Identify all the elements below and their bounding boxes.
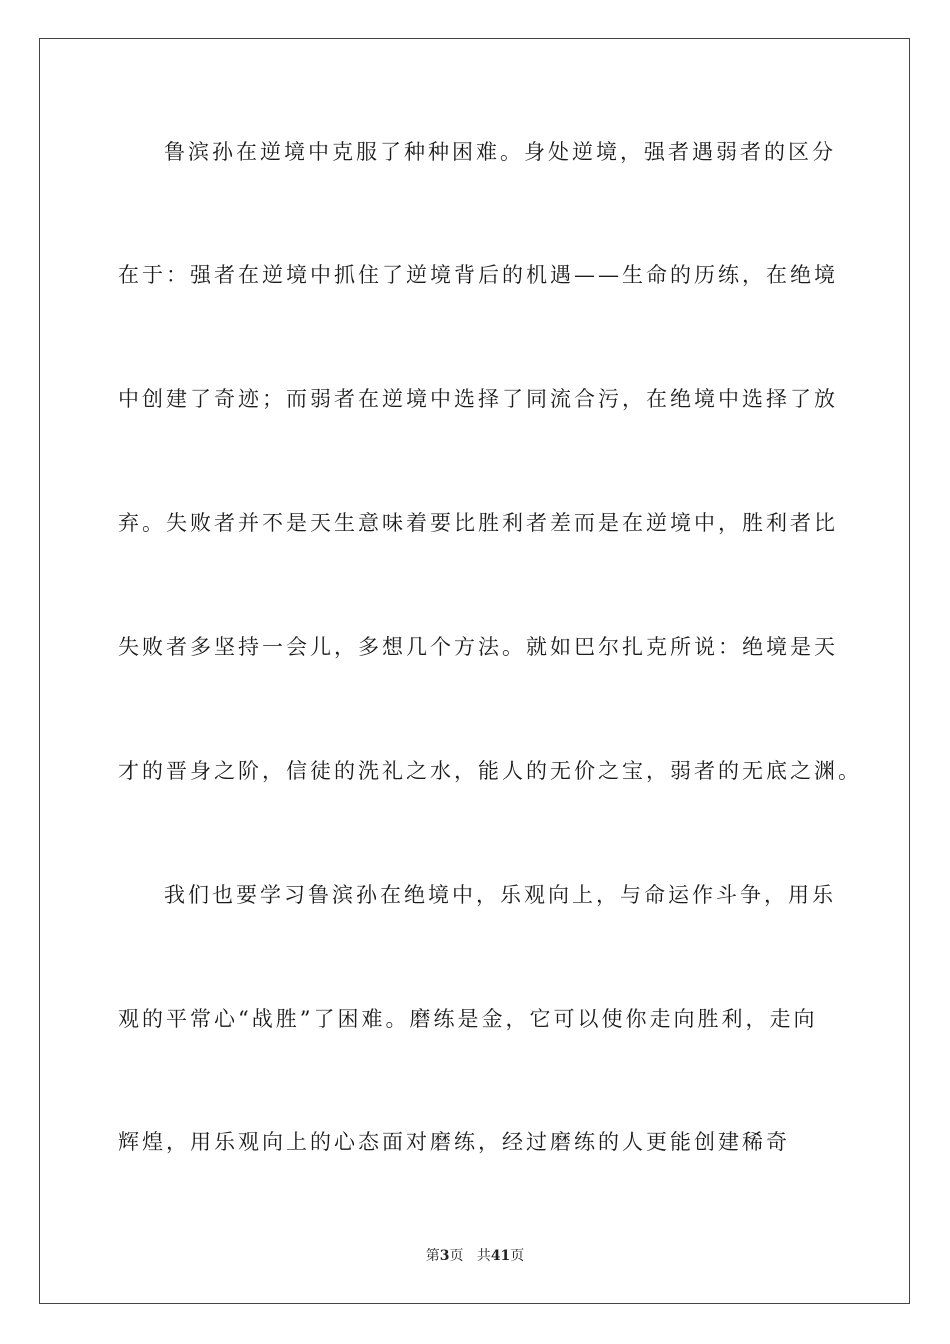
total-pages: 41 <box>490 1248 511 1264</box>
page-footer <box>0 1247 950 1265</box>
paragraph-line-5: 失败者多坚持一会儿，多想几个方法。就如巴尔扎克所说：绝境是天 <box>118 635 838 659</box>
page-number: 3 <box>439 1248 450 1264</box>
total-suffix: 页 <box>510 1248 525 1264</box>
paragraph-line-2: 在于：强者在逆境中抓住了逆境背后的机遇——生命的历练，在绝境 <box>118 263 838 287</box>
paragraph-line-8: 观的平常心“战胜”了困难。磨练是金，它可以使你走向胜利，走向 <box>118 1007 818 1031</box>
paragraph-line-4: 弃。失败者并不是天生意味着要比胜利者差而是在逆境中，胜利者比 <box>118 511 838 535</box>
paragraph-line-7: 我们也要学习鲁滨孙在绝境中，乐观向上，与命运作斗争，用乐 <box>164 883 836 907</box>
page-suffix: 页 <box>449 1248 464 1264</box>
total-prefix: 共 <box>476 1248 491 1264</box>
paragraph-line-1: 鲁滨孙在逆境中克服了种种困难。身处逆境，强者遇弱者的区分 <box>164 140 836 164</box>
paragraph-line-6: 才的晋身之阶，信徒的洗礼之水，能人的无价之宝，弱者的无底之渊。 <box>118 759 862 783</box>
page-border <box>39 38 910 1304</box>
page-prefix: 第 <box>425 1248 440 1264</box>
paragraph-line-9: 辉煌，用乐观向上的心态面对磨练，经过磨练的人更能创建稀奇 <box>118 1130 790 1154</box>
paragraph-line-3: 中创建了奇迹；而弱者在逆境中选择了同流合污，在绝境中选择了放 <box>118 387 838 411</box>
